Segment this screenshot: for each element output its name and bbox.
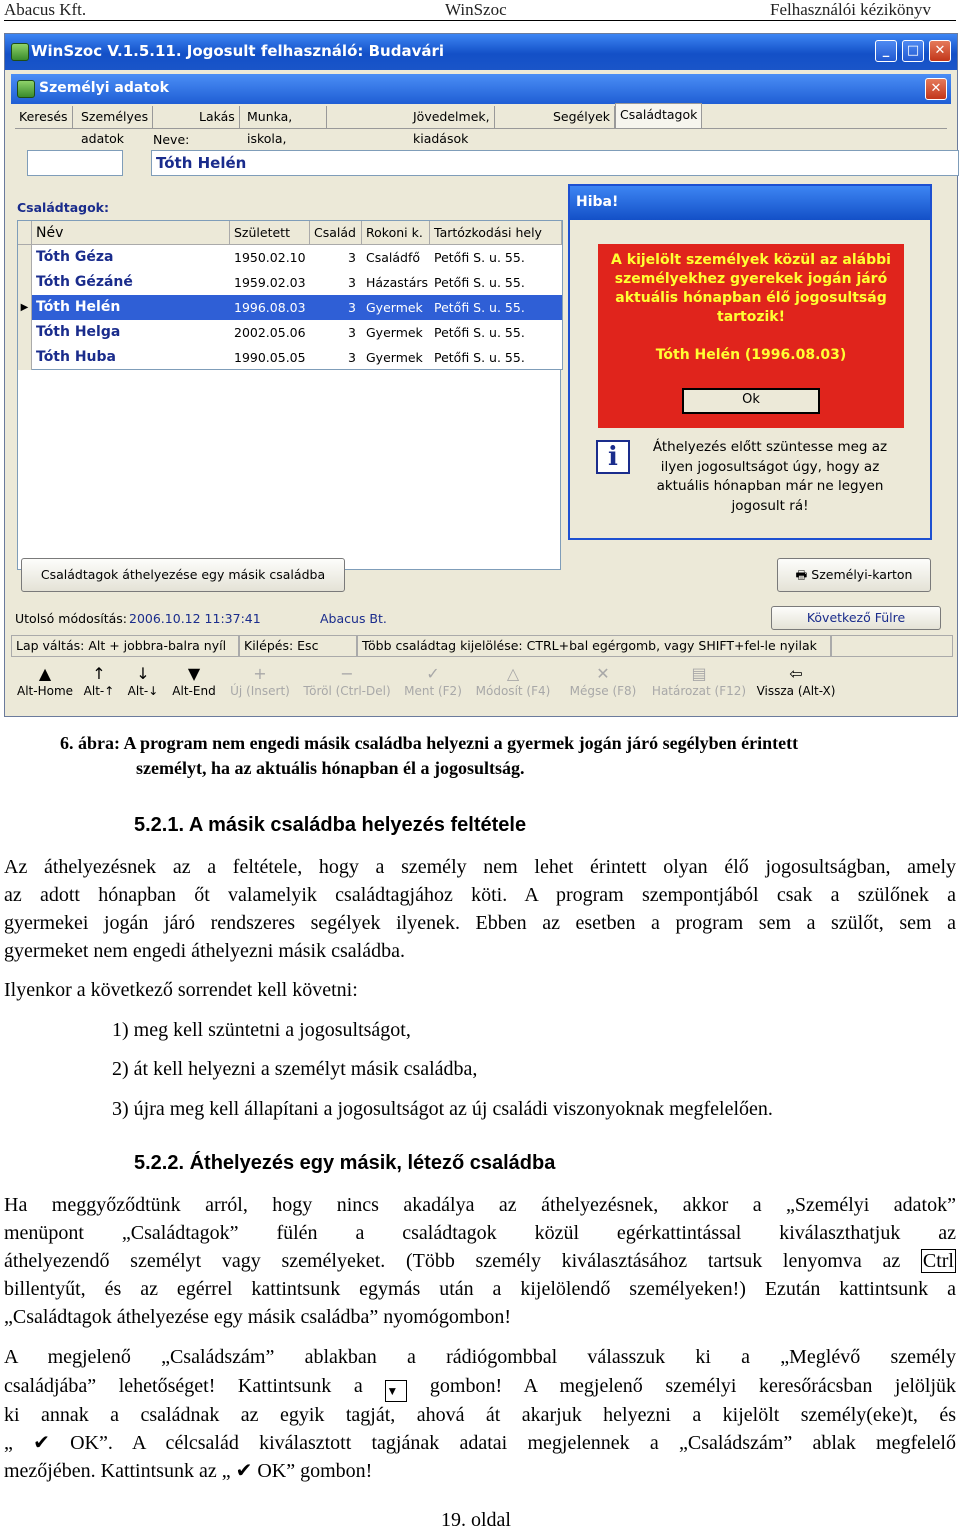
cell-name: Tóth Gézáné bbox=[36, 274, 133, 290]
toolbar-prev-button[interactable] bbox=[77, 664, 121, 698]
header-product: WinSzoc bbox=[445, 0, 507, 19]
toolbar-label: Alt-↑ bbox=[83, 684, 115, 698]
tab-szemelyes-adatok[interactable]: Személyes adatok bbox=[77, 106, 153, 128]
sec2-para2-line: A megjelenő „Családszám” ablakban a rádiógombbal válasszuk ki a „Meglévő személy bbox=[4, 1346, 956, 1368]
info-text bbox=[640, 438, 900, 516]
header-divider bbox=[4, 20, 956, 21]
cell-family: 3 bbox=[348, 350, 356, 365]
main-window-title: WinSzoc V.1.5.11. Jogosult felhasználó: Budavári bbox=[31, 42, 445, 60]
toolbar-decision-button[interactable] bbox=[651, 664, 747, 698]
sec2-para1-line bbox=[4, 1247, 956, 1275]
row-marker bbox=[18, 245, 32, 270]
sec1-para1-line: gyermekei jogán járó rendszeres segélyek ilyenek. Ebben az esetben a program sem a szülőt, sem a bbox=[4, 912, 956, 934]
grid-empty-area bbox=[17, 370, 561, 570]
col-header-family[interactable]: Család bbox=[310, 221, 362, 245]
child-titlebar bbox=[11, 74, 951, 104]
minimize-icon[interactable]: _ bbox=[875, 40, 897, 62]
personal-card-button[interactable] bbox=[777, 558, 931, 592]
cell-name: Tóth Géza bbox=[36, 249, 114, 265]
cell-name: Tóth Helén bbox=[36, 299, 121, 315]
sec2-para2-line: „ ✔ OK”. A célcsalád kiválasztott tagjának adatai megjelennek a „Családszám” ablak megfelelő bbox=[4, 1432, 956, 1454]
sec2-para1-line: Ha meggyőződtünk arról, hogy nincs akadálya az áthelyezésnek, akkor a „Személyi adatok” bbox=[4, 1194, 956, 1216]
ok-button[interactable]: Ok bbox=[682, 388, 820, 414]
name-field[interactable]: Tóth Helén bbox=[151, 150, 959, 176]
cell-born: 1959.02.03 bbox=[234, 275, 306, 290]
sec2-para1-line: billentyűt, és az egérrel kattintsunk egymás után a kijelölendő személyeken!) Ezután kattintsunk a bbox=[4, 1278, 956, 1300]
toolbar-label: Alt-End bbox=[172, 684, 216, 698]
sec2-text: áthelyezendő személyt vagy személyeket. (Több személy kiválasztásához tartsuk lenyomva az bbox=[4, 1250, 901, 1272]
toolbar-back-button[interactable] bbox=[755, 664, 837, 698]
toolbar-label: Mégse (F8) bbox=[569, 684, 637, 698]
toolbar-cancel-button[interactable] bbox=[567, 664, 639, 698]
col-header-address[interactable]: Tartózkodási hely bbox=[430, 221, 562, 245]
toolbar-next-button[interactable] bbox=[121, 664, 165, 698]
row-pointer-icon: ▶ bbox=[18, 295, 32, 320]
family-grid[interactable] bbox=[17, 220, 563, 370]
page-number: 19. oldal bbox=[441, 1509, 511, 1531]
info-line: jogosult rá! bbox=[731, 497, 809, 514]
error-line: személyekhez gyerekek jogán járó bbox=[614, 271, 888, 287]
cell-relation: Gyermek bbox=[366, 350, 423, 365]
tab-csaladtagok[interactable]: Családtagok bbox=[615, 103, 702, 129]
dialog-title: Hiba! bbox=[576, 194, 619, 210]
toolbar-label: Alt-Home bbox=[17, 684, 74, 698]
col-header-born[interactable]: Született bbox=[230, 221, 310, 245]
sec1-para1-line: gyermeket nem engedi áthelyezni másik családba. bbox=[4, 940, 405, 962]
cell-family: 3 bbox=[348, 250, 356, 265]
tab-kereses[interactable]: Keresés bbox=[15, 106, 73, 128]
sec2-para1-line: menüpont „Családtagok” fülén a családtagok közül egérkattintással kiválaszthatjuk az bbox=[4, 1222, 956, 1244]
cell-relation: Házastárs bbox=[366, 275, 429, 290]
toolbar-new-button[interactable] bbox=[227, 664, 293, 698]
next-tab-button[interactable]: Következő Fülre bbox=[771, 606, 941, 630]
row-marker bbox=[18, 320, 32, 345]
cell-address: Petőfi S. u. 55. bbox=[434, 325, 525, 340]
sec2-para1-line: „Családtagok áthelyezése egy másik családba” nyomógombon! bbox=[4, 1306, 512, 1328]
cell-born: 1996.08.03 bbox=[234, 300, 306, 315]
error-line: aktuális hónapban élő jogosultság bbox=[615, 290, 887, 306]
cell-family: 3 bbox=[348, 300, 356, 315]
error-dialog bbox=[568, 184, 932, 540]
sec2-para2-line bbox=[4, 1372, 956, 1402]
toolbar-modify-button[interactable] bbox=[473, 664, 553, 698]
info-icon: i bbox=[596, 440, 630, 474]
error-message-box bbox=[598, 244, 904, 428]
toolbar-first-button[interactable] bbox=[17, 664, 73, 698]
dialog-titlebar bbox=[570, 186, 930, 220]
dropdown-arrow-icon: ▼ bbox=[385, 1380, 407, 1402]
hint-multiselect: Több családtag kijelölése: CTRL+bal egérgomb, vagy SHIFT+fel-le nyilak bbox=[357, 635, 831, 657]
cell-address: Petőfi S. u. 55. bbox=[434, 300, 525, 315]
hint-exit: Kilépés: Esc bbox=[239, 635, 357, 657]
section-heading-521: 5.2.1. A másik családba helyezés feltétele bbox=[134, 814, 527, 836]
toolbar-label: Ment (F2) bbox=[404, 684, 462, 698]
toolbar-label: Módosít (F4) bbox=[475, 684, 551, 698]
ctrl-key-label: Ctrl bbox=[922, 1250, 954, 1272]
cell-born: 1990.05.05 bbox=[234, 350, 306, 365]
cell-relation: Gyermek bbox=[366, 325, 423, 340]
cell-born: 1950.02.10 bbox=[234, 250, 306, 265]
row-marker bbox=[18, 345, 32, 370]
arrow-up-icon: ↑ bbox=[92, 664, 106, 683]
tab-pane-border bbox=[15, 128, 947, 129]
toolbar-label: Határozat (F12) bbox=[651, 684, 747, 698]
sec2-para2-line: mezőjében. Kattintsunk az „ ✔ OK” gombon! bbox=[4, 1460, 373, 1482]
last-mod-user: Abacus Bt. bbox=[320, 611, 387, 626]
table-row[interactable] bbox=[18, 245, 562, 270]
check-icon: ✓ bbox=[426, 664, 440, 683]
child-window-title: Személyi adatok bbox=[39, 80, 169, 96]
plus-icon: + bbox=[253, 664, 267, 683]
document-icon: ▤ bbox=[691, 664, 707, 683]
tab-jovedelmek[interactable]: Jövedelmek, kiadások bbox=[409, 106, 495, 128]
table-row[interactable] bbox=[18, 345, 562, 370]
last-record-icon: ▼ bbox=[187, 664, 201, 683]
window-icon bbox=[17, 80, 35, 98]
cell-name: Tóth Huba bbox=[36, 349, 116, 365]
cell-address: Petőfi S. u. 55. bbox=[434, 250, 525, 265]
grid-corner bbox=[18, 221, 32, 245]
sec1-para2: Ilyenkor a következő sorrendet kell követni: bbox=[4, 979, 358, 1001]
row-marker bbox=[18, 270, 32, 295]
cell-family: 3 bbox=[348, 275, 356, 290]
toolbar-label: Új (Insert) bbox=[230, 684, 290, 698]
cell-address: Petőfi S. u. 55. bbox=[434, 275, 525, 290]
toolbar-save-button[interactable] bbox=[401, 664, 465, 698]
error-line: A kijelölt személyek közül az alábbi bbox=[611, 252, 891, 268]
toolbar-delete-button[interactable] bbox=[301, 664, 393, 698]
personal-card-label: Személyi-karton bbox=[811, 567, 913, 582]
tab-segelyek[interactable]: Segélyek bbox=[549, 106, 615, 128]
header-manual: Felhasználói kézikönyv bbox=[770, 0, 931, 19]
error-person: Tóth Helén (1996.08.03) bbox=[655, 347, 847, 363]
cell-born: 2002.05.06 bbox=[234, 325, 306, 340]
minus-icon: − bbox=[340, 664, 354, 683]
last-mod-value: 2006.10.12 11:37:41 bbox=[129, 611, 261, 626]
cell-relation: Családfő bbox=[366, 250, 421, 265]
sec1-para1-line: Az áthelyezésnek az a feltétele, hogy a személy nem lehet érintett olyan élő jogosultságban, amely bbox=[4, 856, 956, 878]
figure-caption-line1: 6. ábra: A program nem engedi másik családba helyezni a gyermek jogán járó segélyben érintett bbox=[60, 733, 799, 753]
sec2-text: gombon! A megjelenő személyi keresőrácsban jelöljük bbox=[429, 1375, 956, 1397]
tab-munka[interactable]: Munka, iskola, bbox=[243, 106, 327, 128]
list-item: 3) újra meg kell állapítani a jogosultságot az új családi viszonyoknak megfelelően. bbox=[112, 1098, 773, 1120]
arrow-down-icon: ↓ bbox=[136, 664, 150, 683]
header-company: Abacus Kft. bbox=[4, 0, 87, 19]
info-line: ilyen jogosultságot úgy, hogy az bbox=[660, 458, 880, 475]
toolbar-last-button[interactable] bbox=[167, 664, 221, 698]
toolbar-label: Vissza (Alt-X) bbox=[756, 684, 836, 698]
tab-lakas[interactable]: Lakás bbox=[195, 106, 240, 128]
info-line: Áthelyezés előtt szüntesse meg az bbox=[652, 439, 888, 455]
table-row[interactable] bbox=[18, 270, 562, 295]
edit-icon: △ bbox=[506, 664, 520, 683]
main-titlebar bbox=[5, 34, 957, 70]
list-item: 1) meg kell szüntetni a jogosultságot, bbox=[112, 1019, 411, 1041]
name-label: Neve: bbox=[153, 132, 190, 147]
table-row[interactable] bbox=[18, 320, 562, 345]
cell-relation: Gyermek bbox=[366, 300, 423, 315]
cancel-icon: ✕ bbox=[596, 664, 610, 683]
toolbar-label: Alt-↓ bbox=[127, 684, 159, 698]
last-mod-label: Utolsó módosítás: bbox=[15, 611, 127, 626]
table-row-selected[interactable] bbox=[18, 295, 562, 320]
sec1-para1-line: az adott hónapban őt valamelyik családtagjához köti. A program szempontjából csak a szülőnek a bbox=[4, 884, 956, 906]
hint-empty bbox=[831, 635, 953, 657]
col-header-relation[interactable]: Rokoni k. bbox=[362, 221, 430, 245]
cell-name: Tóth Helga bbox=[36, 324, 121, 340]
app-screenshot bbox=[4, 33, 958, 717]
list-item: 2) át kell helyezni a személyt másik családba, bbox=[112, 1058, 478, 1080]
sec2-text: családjába” lehetőséget! Kattintsunk a bbox=[4, 1375, 363, 1397]
error-line: tartozik! bbox=[717, 309, 785, 325]
col-header-name[interactable]: Név bbox=[32, 221, 230, 245]
cell-address: Petőfi S. u. 55. bbox=[434, 350, 525, 365]
section-heading-522: 5.2.2. Áthelyezés egy másik, létező családba bbox=[134, 1152, 556, 1174]
sec2-para2-line: ki annak a családnak az egyik tagját, ahová át akarjuk helyezni a kijelölt személy(eke)t, és bbox=[4, 1404, 956, 1426]
hint-tab-switch: Lap váltás: Alt + jobbra-balra nyíl bbox=[11, 635, 239, 657]
id-field[interactable] bbox=[27, 150, 123, 176]
toolbar-label: Töröl (Ctrl-Del) bbox=[303, 684, 391, 698]
maximize-icon[interactable]: □ bbox=[902, 40, 924, 62]
child-close-icon[interactable]: ✕ bbox=[925, 78, 947, 100]
close-icon[interactable]: ✕ bbox=[929, 40, 951, 62]
family-grid-label: Családtagok: bbox=[17, 200, 109, 215]
exit-icon: ⇦ bbox=[789, 664, 803, 683]
figure-caption-line2: személyt, ha az aktuális hónapban él a jogosultság. bbox=[136, 758, 525, 778]
info-line: aktuális hónapban már ne legyen bbox=[656, 478, 884, 494]
printer-icon: 🖶 bbox=[795, 567, 812, 582]
app-icon bbox=[11, 43, 29, 61]
move-family-member-button[interactable]: Családtagok áthelyezése egy másik családba bbox=[21, 558, 345, 592]
cell-family: 3 bbox=[348, 325, 356, 340]
first-record-icon: ▲ bbox=[38, 664, 52, 683]
